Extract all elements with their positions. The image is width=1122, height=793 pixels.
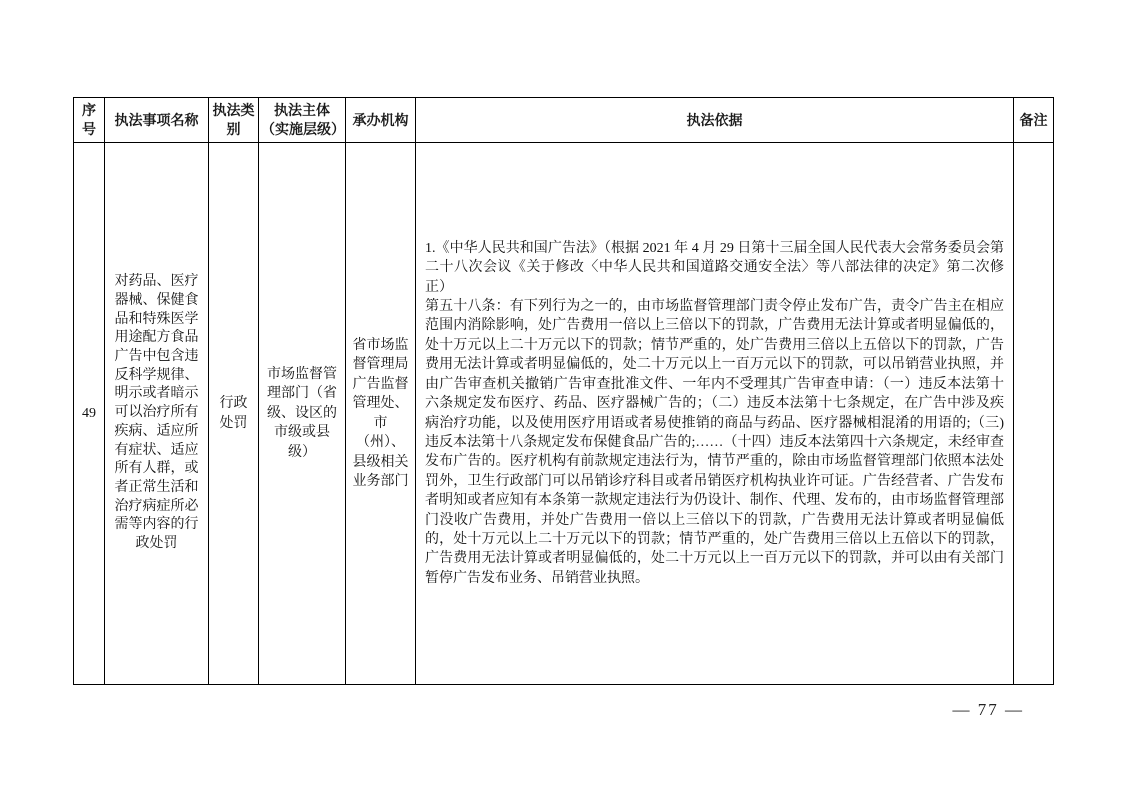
cell-basis bbox=[416, 143, 1014, 685]
header-category: 执法类别 bbox=[209, 98, 259, 143]
header-basis: 执法依据 bbox=[416, 98, 1014, 143]
header-subject: 执法主体（实施层级） bbox=[259, 98, 346, 143]
cell-remark bbox=[1014, 143, 1054, 685]
basis-text-block bbox=[425, 239, 1004, 588]
cell-subject: 市场监督管理部门（省级、设区的市级或县级） bbox=[259, 143, 346, 685]
basis-paragraph-law-title: 1.《中华人民共和国广告法》（根据 2021 年 4 月 29 日第十三届全国人民代表大会常务委员会第二十八次会议《关于修改〈中华人民共和国道路交通安全法〉等八部法律的决定》第二次修正） bbox=[425, 240, 1004, 295]
cell-seq: 49 bbox=[74, 143, 105, 685]
table-row bbox=[74, 143, 1054, 685]
page-number: — 77 — bbox=[952, 700, 1024, 719]
basis-paragraph-article-58: 第五十八条：有下列行为之一的，由市场监督管理部门责令停止发布广告，责令广告主在相应范围内消除影响，处广告费用一倍以上三倍以下的罚款，广告费用无法计算或者明显偏低的，处十万元以上二十万元以下的罚款；情节严重的，处广告费用三倍以上五倍以下的罚款，广告费用无法计算或者明显偏低的，处二十万元以上一百万元以下的罚款，可以吊销营业执照，并由广告审查机关撤销广告审查批准文件、一年内不受理其广告审查申请：（一）违反本法第十六条规定发布医疗、药品、医疗器械广告的；（二）违反本法第十七条规定，在广告中涉及疾病治疗功能，以及使用医疗用语或者易使推销的商品与药品、医疗器械相混淆的用语的;（三)违反本法第十八条规定发布保健食品广告的;……（十四）违反本法第四十六条规定，未经审查发布广告的。医疗机构有前款规定违法行为，情节严重的，除由市场监督管理部门依照本法处罚外，卫生行政部门可以吊销诊疗科目或者吊销医疗机构执业许可证。广告经营者、广告发布者明知或者应知有本条第一款规定违法行为仍设计、制作、代理、发布的，由市场监督管理部门没收广告费用，并处广告费用一倍以上三倍以下的罚款，广告费用无法计算或者明显偏低的，处十万元以上二十万元以下的罚款；情节严重的，处广告费用三倍以上五倍以下的罚款，广告费用无法计算或者明显偏低的，处二十万元以上一百万元以下的罚款，并可以由有关部门暂停广告发布业务、吊销营业执照。 bbox=[425, 299, 1004, 586]
header-seq: 序号 bbox=[74, 98, 105, 143]
enforcement-items-table bbox=[73, 97, 1054, 685]
cell-category: 行政处罚 bbox=[209, 143, 259, 685]
header-remark: 备注 bbox=[1014, 98, 1054, 143]
header-item-name: 执法事项名称 bbox=[105, 98, 209, 143]
header-agency: 承办机构 bbox=[346, 98, 416, 143]
cell-agency: 省市场监督管理局广告监督管理处、市（州）、县级相关业务部门 bbox=[346, 143, 416, 685]
cell-item-name: 对药品、医疗器械、保健食品和特殊医学用途配方食品广告中包含违反科学规律、明示或者暗示可以治疗所有疾病、适应所有症状、适应所有人群，或者正常生活和治疗病症所必需等内容的行政处罚 bbox=[105, 143, 209, 685]
table-header-row bbox=[74, 98, 1054, 143]
